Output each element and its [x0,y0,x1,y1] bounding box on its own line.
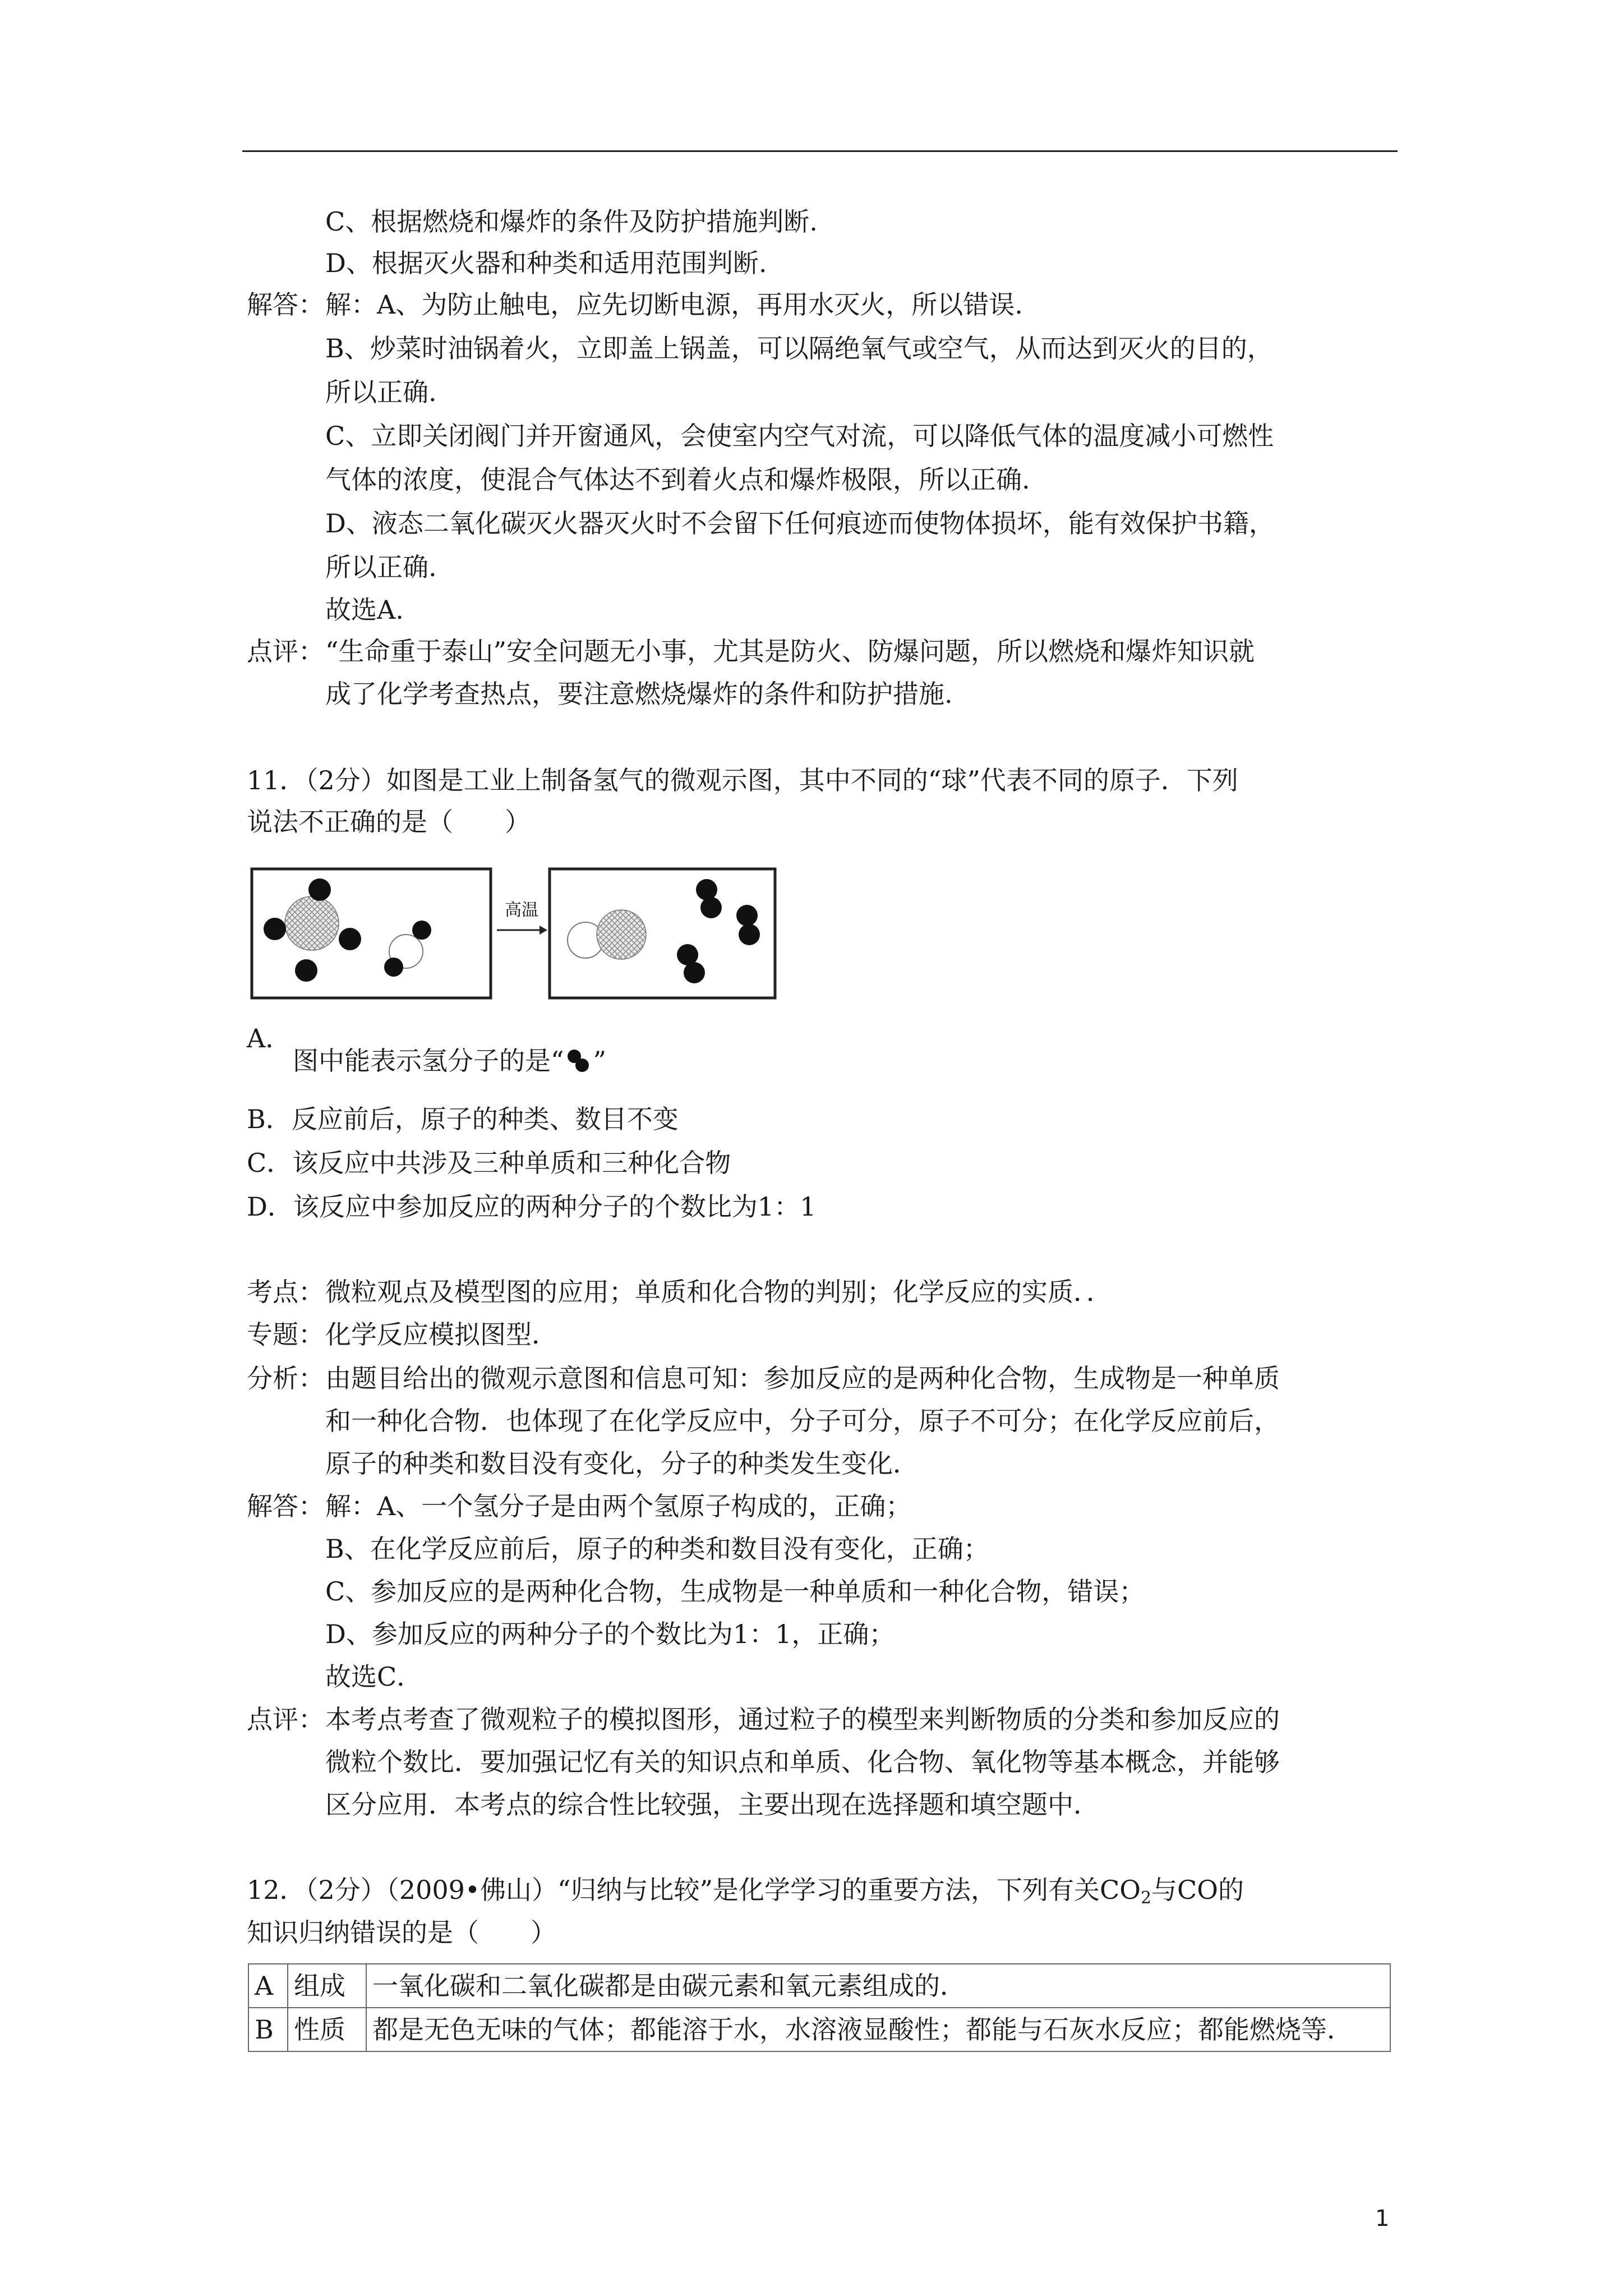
table-row [248,2008,1390,2051]
q12-stem: 知识归纳错误的是（ ） [247,1917,556,1948]
answer-line: 解：A、为防止触电，应先切断电源，再用水灭火，所以错误. [325,289,1023,320]
dark-atom [684,962,705,983]
option-a [293,1045,606,1077]
answer-line: C、参加反应的是两种化合物，生成物是一种单质和一种化合物，错误； [325,1576,1145,1607]
table-row [248,1964,1390,2008]
option-c: C．该反应中共涉及三种单质和三种化合物 [247,1148,731,1178]
q12-stem-part: 与CO的 [1151,1875,1244,1905]
analysis-label: 分析： [247,1363,324,1393]
dark-atom [736,905,758,926]
answer-line: 解：A、一个氢分子是由两个氢原子构成的，正确； [325,1491,912,1521]
dark-atom [700,897,722,918]
q11-stem: 说法不正确的是（ ） [247,807,531,837]
row-letter: B [248,2008,288,2051]
hydrogen-molecule-icon [564,1047,593,1074]
answer-line: D、液态二氧化碳灭火器灭火时不会留下任何痕迹而使物体损坏，能有效保护书籍， [325,508,1275,539]
point-label: 考点： [247,1277,324,1307]
option-a-quote: ” [593,1046,607,1076]
comment-line: “生命重于泰山”安全问题无小事，尤其是防火、防爆问题，所以燃烧和爆炸知识就 [325,636,1255,666]
answer-line: 气体的浓度，使混合气体达不到着火点和爆炸极限，所以正确. [325,464,1030,495]
option-d: D．该反应中参加反应的两种分子的个数比为1：1 [247,1191,817,1222]
analysis-line: 和一种化合物．也体现了在化学反应中，分子可分，原子不可分；在化学反应前后， [325,1406,1280,1436]
dark-atom [264,918,286,940]
comment-label: 点评： [247,636,324,666]
option-a-text: 图中能表示氢分子的是“ [293,1046,564,1076]
answer-line: B、在化学反应前后，原子的种类和数目没有变化，正确； [325,1534,989,1564]
answer-choice: 故选A. [325,595,404,625]
large-atom [597,910,646,959]
comment-line: 本考点考查了微观粒子的模拟图形，通过粒子的模型来判断物质的分类和参加反应的 [325,1704,1280,1734]
row-aspect: 性质 [288,2008,366,2051]
answer-line: B、炒菜时油锅着火，立即盖上锅盖，可以隔绝氧气或空气，从而达到灭火的目的， [325,333,1273,364]
arrow-head [540,926,547,935]
answer-label: 解答： [247,1491,324,1521]
dark-atom [339,928,361,950]
subscript: 2 [1140,1888,1152,1908]
answer-line: D、参加反应的两种分子的个数比为1：1，正确； [325,1619,895,1649]
dark-atom [739,924,760,945]
point-text: 微粒观点及模型图的应用；单质和化合物的判别；化学反应的实质．． [325,1277,1112,1307]
row-aspect: 组成 [288,1964,366,2008]
row-content: 都是无色无味的气体；都能溶于水，水溶液显酸性；都能与石灰水反应；都能燃烧等． [366,2008,1390,2051]
header-rule [242,150,1398,152]
comment-line: 微粒个数比．要加强记忆有关的知识点和单质、化合物、氧化物等基本概念，并能够 [325,1747,1280,1777]
q12-stem-part: 12．（2分）（2009•佛山）“归纳与比较”是化学学习的重要方法，下列有关CO [247,1875,1141,1905]
large-atom [285,896,339,950]
hint-d: D、根据灭火器和种类和适用范围判断. [325,248,767,278]
dark-atom [412,921,431,940]
q11-stem: 11．（2分）如图是工业上制备氢气的微观示图，其中不同的“球”代表不同的原子．下列 [247,765,1238,795]
dark-atom [295,959,317,982]
hint-c: C、根据燃烧和爆炸的条件及防护措施判断. [325,206,818,237]
dark-atom [384,958,403,977]
row-letter: A [248,1964,288,2008]
answer-line: C、立即关闭阀门并开窗通风，会使室内空气对流，可以降低气体的温度减小可燃性 [325,421,1274,451]
topic-text: 化学反应模拟图型． [325,1319,557,1350]
option-b: B．反应前后，原子的种类、数目不变 [247,1104,679,1134]
options-table [248,1963,1391,2052]
q12-stem [247,1874,1244,1915]
comment-line: 区分应用．本考点的综合性比较强，主要出现在选择题和填空题中． [325,1789,1099,1820]
reaction-diagram [250,867,777,1000]
analysis-line: 原子的种类和数目没有变化，分子的种类发生变化． [325,1448,919,1479]
comment-label: 点评： [247,1704,324,1734]
answer-line: 所以正确. [325,377,437,407]
condition-label: 高温 [505,900,538,920]
answer-choice: 故选C． [325,1662,423,1692]
row-content: 一氧化碳和二氧化碳都是由碳元素和氧元素组成的． [366,1964,1390,2008]
dark-atom [696,879,717,900]
option-a-letter: A． [247,1023,292,1053]
topic-label: 专题： [247,1319,324,1350]
dark-atom [308,878,331,901]
page-number: 1 [1375,2206,1390,2231]
analysis-line: 由题目给出的微观示意图和信息可知：参加反应的是两种化合物，生成物是一种单质 [325,1363,1280,1393]
answer-line: 所以正确. [325,552,437,582]
answer-label: 解答： [247,289,324,320]
comment-line: 成了化学考查热点，要注意燃烧爆炸的条件和防护措施. [325,679,953,709]
